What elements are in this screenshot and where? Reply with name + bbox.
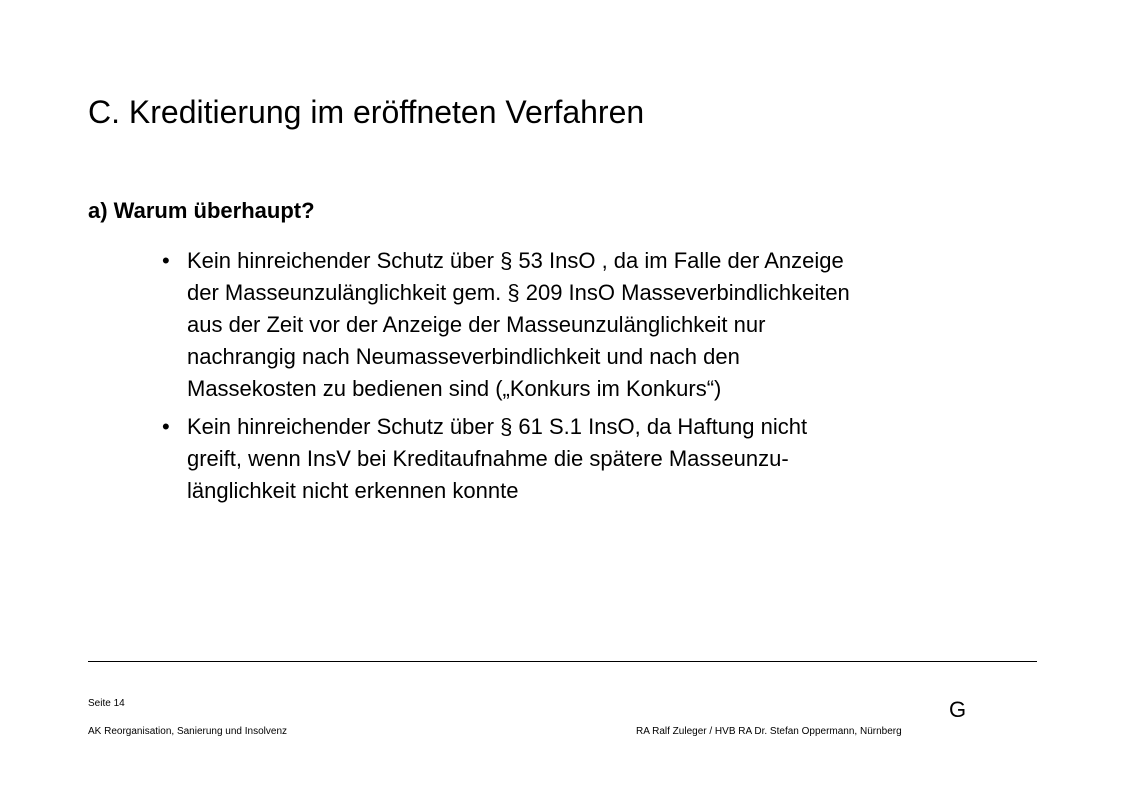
bullet-1-line-1: Kein hinreichender Schutz über § 53 InsO , da im Falle der Anzeige (187, 248, 844, 273)
bullet-1-line-3: aus der Zeit vor der Anzeige der Masseunzulänglichkeit nur (187, 312, 766, 337)
bullet-icon: • (162, 414, 170, 439)
bullet-1-line-2: der Masseunzulänglichkeit gem. § 209 InsO Masseverbindlichkeiten (187, 280, 850, 305)
bullet-1-line-5: Massekosten zu bedienen sind („Konkurs im Konkurs“) (187, 376, 722, 401)
bullet-2-line-3: länglichkeit nicht erkennen konnte (187, 478, 519, 503)
footer-divider (88, 661, 1037, 662)
bullet-2-line-2: greift, wenn InsV bei Kreditaufnahme die spätere Masseunzu- (187, 446, 789, 471)
bullet-icon: • (162, 248, 170, 273)
bullet-item-1 (162, 245, 1042, 405)
logo-icon: G (949, 697, 967, 722)
footer-page-number: Seite 14 (88, 698, 125, 709)
bullet-2-line-1: Kein hinreichender Schutz über § 61 S.1 InsO, da Haftung nicht (187, 414, 808, 439)
footer-event-name: AK Reorganisation, Sanierung und Insolvenz (88, 726, 288, 737)
bullet-list (162, 245, 1042, 513)
slide-title: C. Kreditierung im eröffneten Verfahren (88, 94, 645, 130)
bullet-item-2 (162, 411, 1042, 507)
section-heading: a) Warum überhaupt? (88, 198, 315, 223)
footer-authors: RA Ralf Zuleger / HVB RA Dr. Stefan Oppermann, Nürnberg (636, 726, 902, 737)
bullet-1-line-4: nachrangig nach Neumasseverbindlichkeit und nach den (187, 344, 740, 369)
